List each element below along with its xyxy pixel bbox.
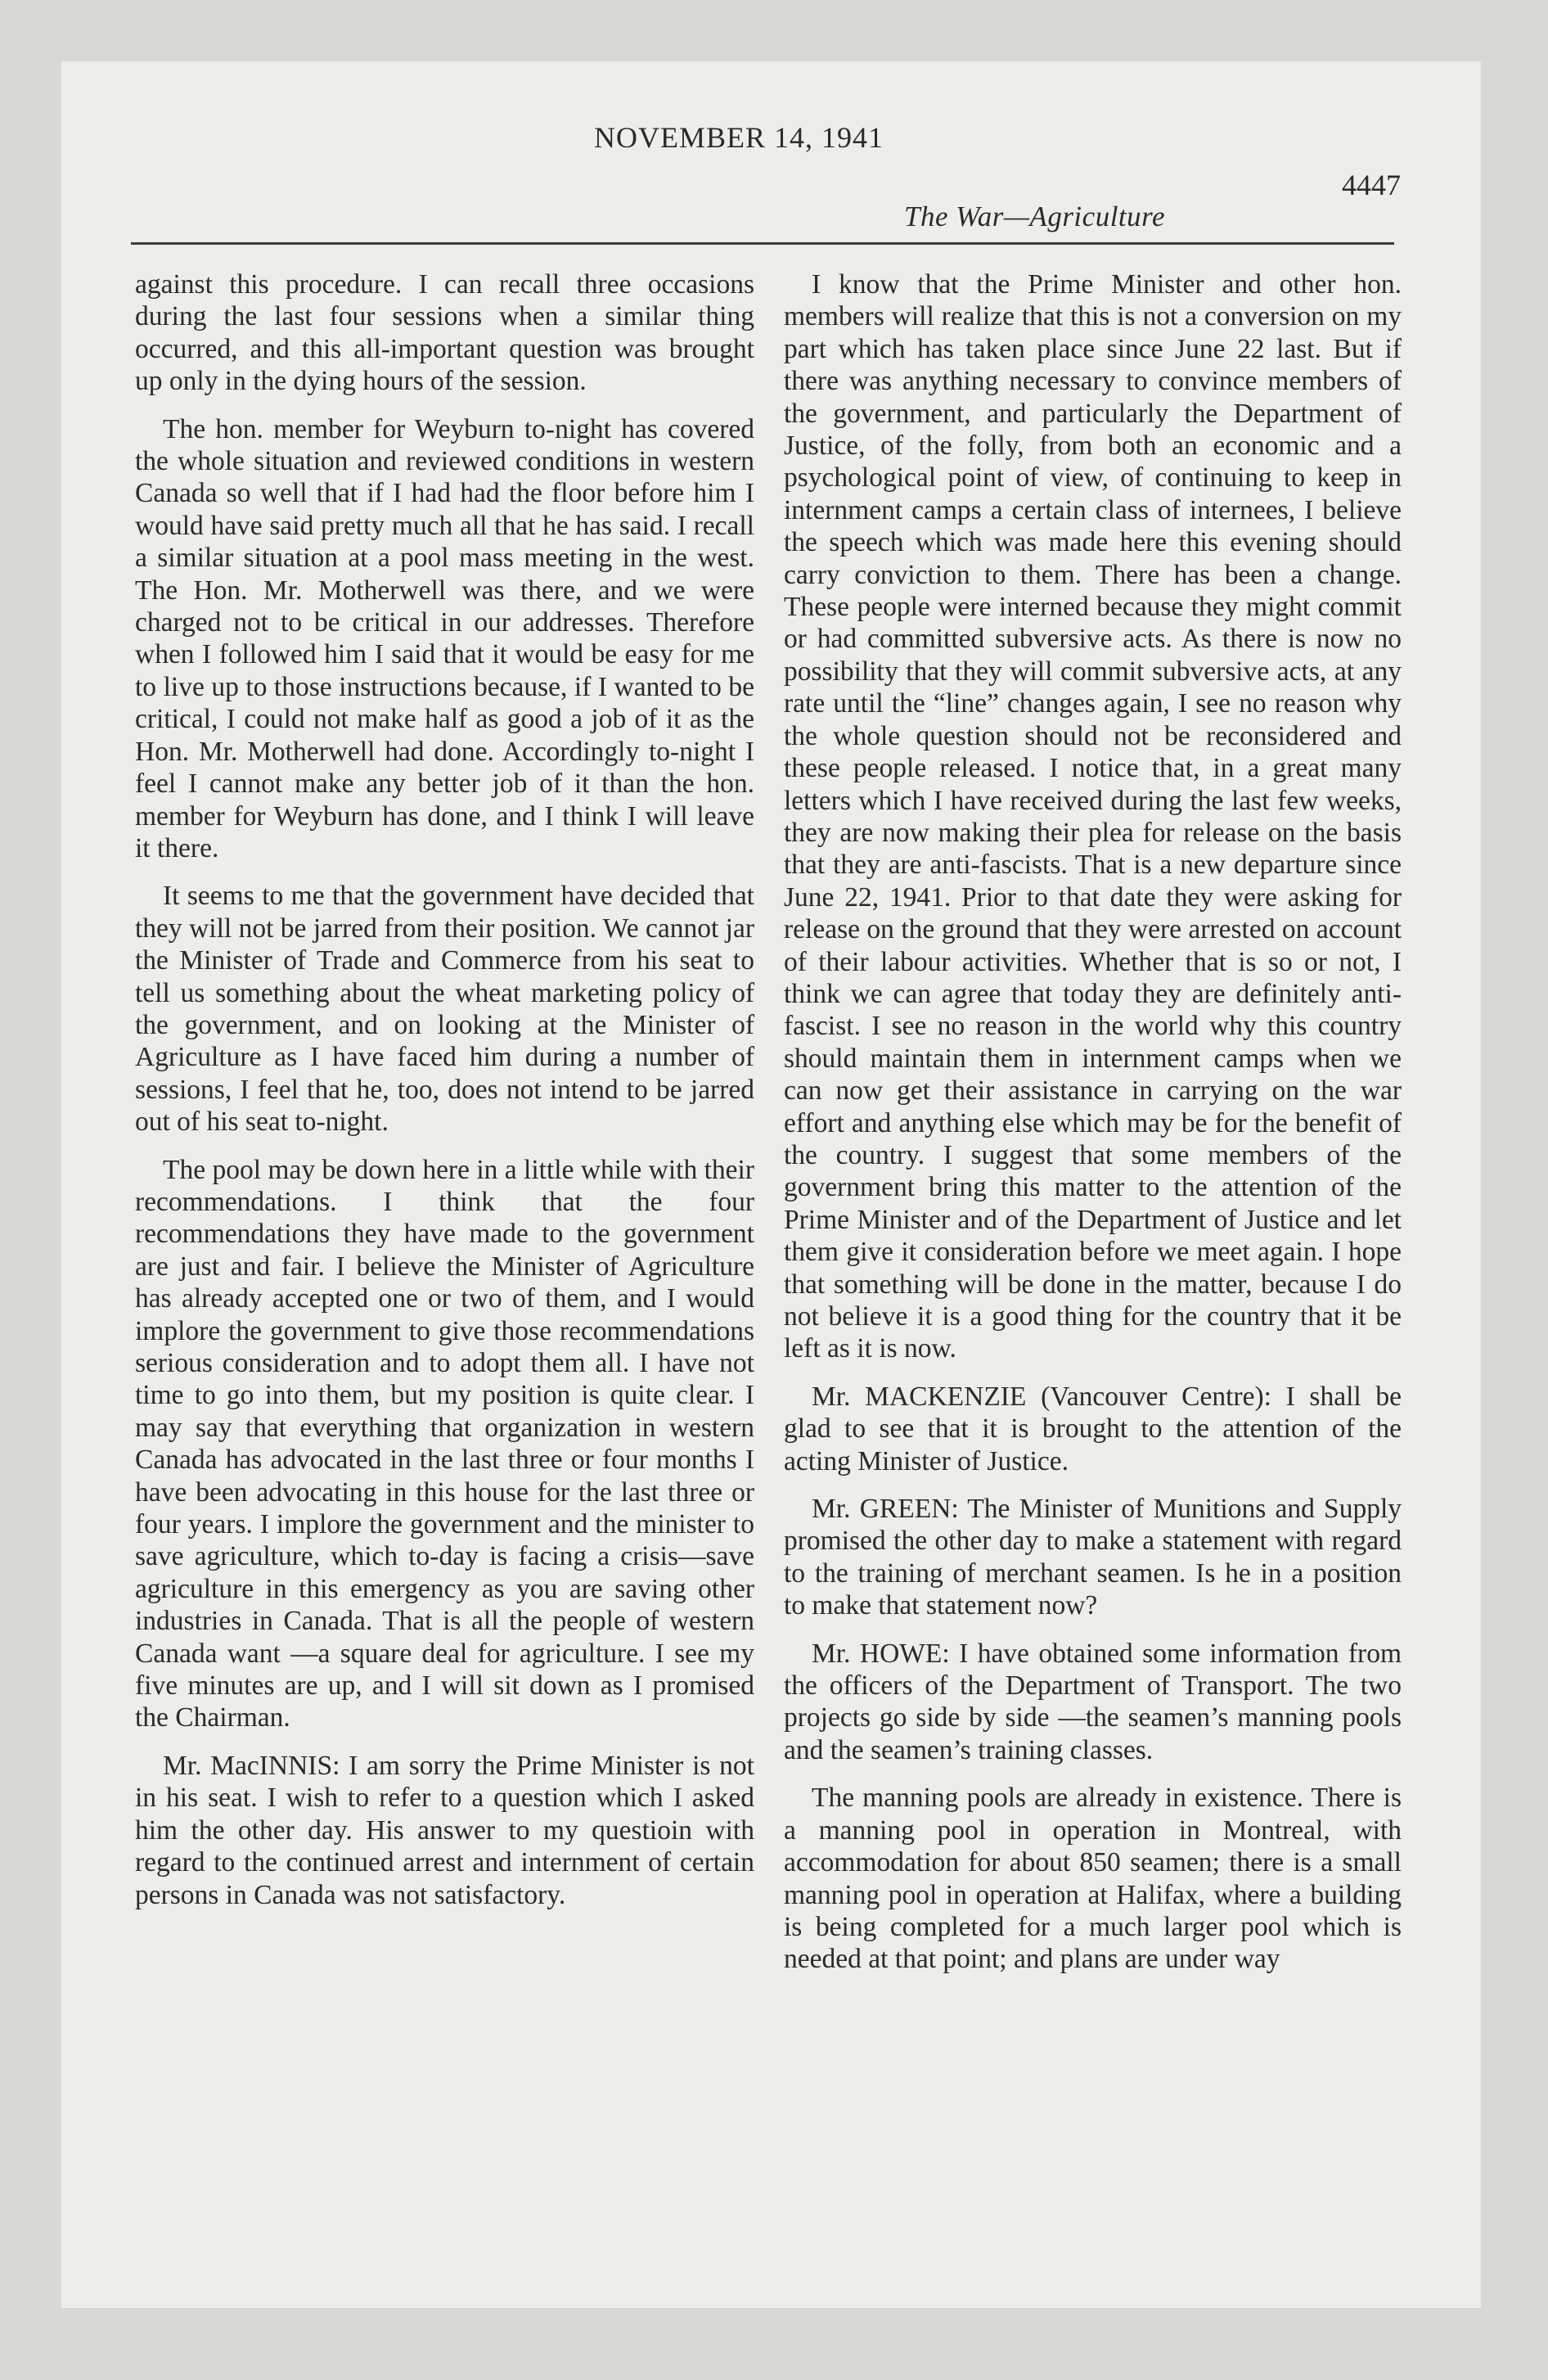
paragraph: I know that the Prime Minister and other hon. members will realize that this is not a conversion on my part which has taken place since June 22 last. But if there was anything necessary to convince members of the government, and particularly the Department of Justice, of the folly, from both an economic and a psychological point of view, of continuing to keep in internment camps a certain class of internees, I believe the speech which was made here this evening should carry conviction to them. There has been a change. These people were interned because they might commit or had committed subversive acts. As there is now no possibility that they will commit subversive acts, at any rate until the “line” changes again, I see no reason why the whole question should not be reconsidered and these people released. I notice that, in a great many letters which I have received during the last few weeks, they are now making their plea for release on the basis that they are anti-fascists. That is a new departure since June 22, 1941. Prior to that date they were asking for release on the ground that they were arrested on account of their labour activities. Whether that is so or not, I think we can agree that today they are definitely anti-fascist. I see no reason in the world why this country should maintain them in internment camps when we can now get their assistance in carrying on the war effort and anything else which may be for the benefit of the country. I suggest that some members of the government bring this matter to the attention of the Prime Minister and of the Department of Justice and let them give it consideration before we meet again. I hope that something will be done in the matter, because I do not believe it is a good thing for the country that it be left as it is now. — [784, 269, 1402, 1364]
left-column — [135, 268, 754, 1911]
paragraph: The hon. member for Weyburn to-night has covered the whole situation and reviewed conditions in western Canada so well that if I had had the floor before him I would have said pretty much all that he has said. I recall a similar situation at a pool mass meeting in the west. The Hon. Mr. Motherwell was there, and we were charged not to be critical in our addresses. Therefore when I followed him I said that it would be easy for me to live up to those instructions because, if I wanted to be critical, I could not make half as good a job of it as the Hon. Mr. Motherwell had done. Accordingly to-night I feel I cannot make any better job of it than the hon. member for Weyburn has done, and I think I will leave it there. — [135, 413, 754, 863]
header-rule — [131, 242, 1394, 245]
paragraph: The pool may be down here in a little while with their recommendations. I think that the four recommendations they have made to the government are just and fair. I believe the Minister of Agriculture has already accepted one or two of them, and I would implore the government to give those recommendations serious consideration and to adopt them all. I have not time to go into them, but my position is quite clear. I may say that everything that organization in western Canada has advocated in the last three or four months I have been advocating in this house for the last three or four years. I implore the government and the minister to save agriculture, which to-day is facing a crisis—save agriculture in this emergency as you are saving other industries in Canada. That is all the people of western Canada want —a square deal for agriculture. I see my five minutes are up, and I will sit down as I promised the Chairman. — [135, 1154, 754, 1733]
paragraph: Mr. MacINNIS: I am sorry the Prime Minister is not in his seat. I wish to refer to a question which I asked him the other day. His answer to my questioin with regard to the continued arrest and internment of certain persons in Canada was not satisfactory. — [135, 1750, 754, 1910]
paragraph: The manning pools are already in existence. There is a manning pool in operation in Montreal, with accommodation for about 850 seamen; there is a small manning pool in operation at Halifax, where a building is being completed for a much larger pool which is needed at that point; and plans are under way — [784, 1783, 1402, 1975]
right-column — [784, 268, 1402, 1976]
paragraph: Mr. GREEN: The Minister of Munitions and Supply promised the other day to make a statement with regard to the training of merchant seamen. Is he in a position to make that statement now? — [784, 1494, 1402, 1621]
page-number: 4447 — [1342, 169, 1401, 201]
paragraph: Mr. MACKENZIE (Vancouver Centre): I shall be glad to see that it is brought to the attention of the acting Minister of Justice. — [784, 1381, 1402, 1476]
header-date: NOVEMBER 14, 1941 — [593, 121, 884, 154]
paragraph: against this procedure. I can recall three occasions during the last four sessions when a similar thing occurred, and this all-important question was brought up only in the dying hours of the session. — [135, 269, 754, 397]
header-subject: The War—Agriculture — [904, 201, 1165, 232]
paragraph: It seems to me that the government have decided that they will not be jarred from their position. We cannot jar the Minister of Trade and Commerce from his seat to tell us something about the wheat marketing policy of the government, and on looking at the Minister of Agriculture as I have faced him during a number of sessions, I feel that he, too, does not intend to be jarred out of his seat to-night. — [135, 881, 754, 1138]
paragraph: Mr. HOWE: I have obtained some information from the officers of the Department of Transport. The two projects go side by side —the seamen’s manning pools and the seamen’s training classes. — [784, 1638, 1402, 1765]
